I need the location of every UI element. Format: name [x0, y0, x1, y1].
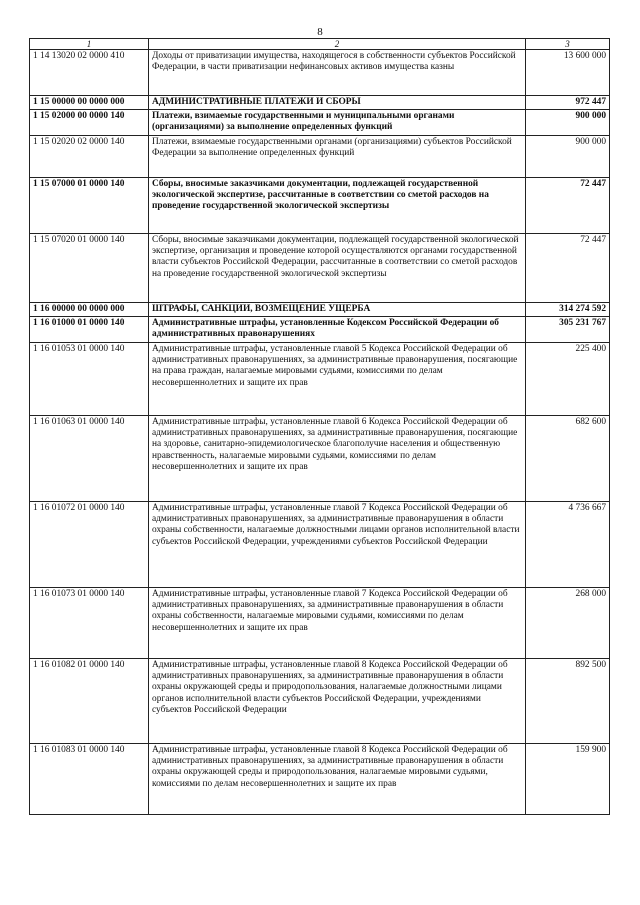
revenue-code: 1 16 01053 01 0000 140 [30, 343, 149, 416]
column-number-amount: 3 [526, 39, 610, 50]
table-row [30, 96, 610, 110]
page-number: 8 [317, 26, 323, 38]
table-row [30, 502, 610, 588]
revenue-code: 1 15 00000 00 0000 000 [30, 96, 149, 110]
revenue-amount: 892 500 [526, 659, 610, 744]
budget-revenue-table [29, 38, 610, 815]
revenue-code: 1 15 02000 00 0000 140 [30, 110, 149, 136]
column-number-code: 1 [30, 39, 149, 50]
revenue-code: 1 16 00000 00 0000 000 [30, 303, 149, 317]
revenue-code: 1 16 01072 01 0000 140 [30, 502, 149, 588]
revenue-amount: 972 447 [526, 96, 610, 110]
table-row [30, 178, 610, 234]
table-row [30, 588, 610, 659]
revenue-amount: 314 274 592 [526, 303, 610, 317]
revenue-amount: 72 447 [526, 178, 610, 234]
revenue-name: Доходы от приватизации имущества, находящегося в собственности субъектов Российской Федерации, в части приватизации нефинансовых активов имущества казны [149, 50, 526, 96]
revenue-name: Административные штрафы, установленные главой 7 Кодекса Российской Федерации об административных правонарушениях, за административные правонарушения в области охраны собственности, налагаемые должностными лицами органов исполнительной власти субъектов Российской Федерации, учреждениями субъектов Российской Федерации [149, 502, 526, 588]
revenue-name: Административные штрафы, установленные главой 6 Кодекса Российской Федерации об административных правонарушениях, за административные правонарушения, посягающие на здоровье, санитарно-эпидемиологическое благополучие населения и общественную нравственность, налагаемые мировыми судьями, комиссиями по делам несовершеннолетних и защите их прав [149, 416, 526, 502]
revenue-code: 1 16 01073 01 0000 140 [30, 588, 149, 659]
revenue-amount: 4 736 667 [526, 502, 610, 588]
revenue-name: Платежи, взимаемые государственными и муниципальными органами (организациями) за выполнение определенных функций [149, 110, 526, 136]
revenue-code: 1 15 02020 02 0000 140 [30, 136, 149, 178]
table-row [30, 343, 610, 416]
revenue-name: Административные штрафы, установленные главой 8 Кодекса Российской Федерации об административных правонарушениях, за административные правонарушения в области охраны окружающей среды и природопользования, налагаемые мировыми судьями, комиссиями по делам несовершеннолетних и защите их прав [149, 744, 526, 815]
revenue-name: Административные штрафы, установленные главой 7 Кодекса Российской Федерации об административных правонарушениях, за административные правонарушения в области охраны собственности, налагаемые мировыми судьями, комиссиями по делам несовершеннолетних и защите их прав [149, 588, 526, 659]
table-row [30, 416, 610, 502]
table-row [30, 234, 610, 303]
revenue-name: АДМИНИСТРАТИВНЫЕ ПЛАТЕЖИ И СБОРЫ [149, 96, 526, 110]
revenue-amount: 900 000 [526, 110, 610, 136]
revenue-amount: 268 000 [526, 588, 610, 659]
revenue-code: 1 16 01082 01 0000 140 [30, 659, 149, 744]
table-row [30, 136, 610, 178]
table-row [30, 744, 610, 815]
revenue-name: Административные штрафы, установленные главой 5 Кодекса Российской Федерации об административных правонарушениях, за административные правонарушения, посягающие на права граждан, налагаемые мировыми судьями, комиссиями по делам несовершеннолетних и защите их прав [149, 343, 526, 416]
revenue-amount: 72 447 [526, 234, 610, 303]
revenue-amount: 305 231 767 [526, 317, 610, 343]
revenue-amount: 159 900 [526, 744, 610, 815]
revenue-amount: 225 400 [526, 343, 610, 416]
table-row [30, 110, 610, 136]
revenue-code: 1 15 07000 01 0000 140 [30, 178, 149, 234]
revenue-amount: 682 600 [526, 416, 610, 502]
revenue-code: 1 15 07020 01 0000 140 [30, 234, 149, 303]
revenue-name: Платежи, взимаемые государственными органами (организациями) субъектов Российской Федерации за выполнение определенных функций [149, 136, 526, 178]
table-row [30, 659, 610, 744]
revenue-amount: 13 600 000 [526, 50, 610, 96]
revenue-code: 1 14 13020 02 0000 410 [30, 50, 149, 96]
column-number-name: 2 [149, 39, 526, 50]
revenue-name: Сборы, вносимые заказчиками документации, подлежащей государственной экологической экспертизе, рассчитанные в соответствии со сметой расходов на проведение государственной экологической экспертизы [149, 178, 526, 234]
revenue-code: 1 16 01083 01 0000 140 [30, 744, 149, 815]
table-row [30, 50, 610, 96]
revenue-code: 1 16 01063 01 0000 140 [30, 416, 149, 502]
revenue-amount: 900 000 [526, 136, 610, 178]
revenue-name: ШТРАФЫ, САНКЦИИ, ВОЗМЕЩЕНИЕ УЩЕРБА [149, 303, 526, 317]
revenue-code: 1 16 01000 01 0000 140 [30, 317, 149, 343]
revenue-name: Административные штрафы, установленные главой 8 Кодекса Российской Федерации об административных правонарушениях, за административные правонарушения в области охраны окружающей среды и природопользования, налагаемые должностными лицами органов исполнительной власти субъектов Российской Федерации, учреждениями субъектов Российской Федерации [149, 659, 526, 744]
table-row [30, 303, 610, 317]
column-number-row [30, 39, 610, 50]
revenue-name: Сборы, вносимые заказчиками документации, подлежащей государственной экологической экспертизе, организация и проведение которой осуществляются органами государственной власти субъектов Российской Федерации, рассчитанные в соответствии со сметой расходов на проведение государственной экологической экспертизы [149, 234, 526, 303]
revenue-name: Административные штрафы, установленные Кодексом Российской Федерации об административных правонарушениях [149, 317, 526, 343]
table-row [30, 317, 610, 343]
